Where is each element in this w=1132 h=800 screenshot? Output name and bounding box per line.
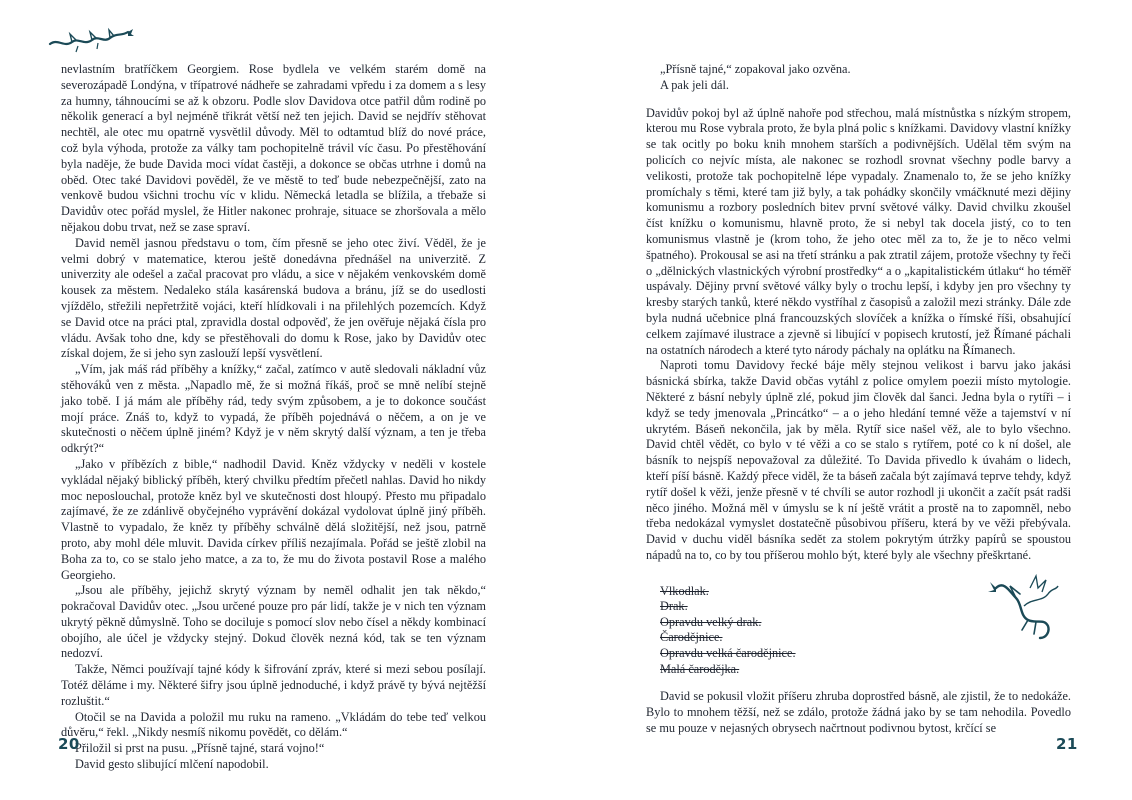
paragraph: David neměl jasnou představu o tom, čím přesně se jeho otec živí. Věděl, že je velmi dobrý v matematice, kterou ještě donedávna přednášel na univerzitě. Z univerzity ale odešel a začal pracovat pro vládu, a sice v nějakém venkovském domě kousek za městem. Nedaleko stála kasárenská budova a bránu, jíž se do usedlosti vjíždělo, střežili nepřetržitě vojáci, kteří hlídkovali i na přilehlých pozemcích. Když se David otce na práci ptal, zpravidla dostal odpověď, že jen ověřuje nějaká čísla pro vládu. Avšak toho dne, kdy se přestěhovali do domu k Rose, jako by Davidův otec získal dojem, že si jeho syn zaslouží lepší vysvětlení. [61, 235, 486, 361]
list-item: Vlkodlak. [660, 583, 709, 598]
paragraph: „Přísně tajné,“ zopakoval jako ozvěna. [660, 62, 851, 76]
paragraph: Naproti tomu Davidovy řecké báje měly stejnou velikost i barvu jako jakási básnická sbírka, takže David občas vytáhl z police omylem poezii místo mytologie. Některé z básní nebyly úplně zlé, pokud jim člověk dal šanci. Jedna byla o rytíři – i když se tedy jmenovala „Princátko“ – a o jeho hledání temné věže a tajemství v ní ukrytém. Báseň nekončila, jak by měla. Rytíř sice našel věž, ale to bylo všechno. David chtěl vědět, co bylo v té věži a co se stalo s rytířem, poté co k ní došel, ale básník to nejspíš nepovažoval za důležité. To Davida přivedlo k úvahám o lidech, kteří píší básně. Každý přece viděl, že ta báseň začala být zajímavá teprve tehdy, když rytíř došel k věži, jenže přesně v té chvíli se autor rozhodl ji ukončit a začít psát radši něco jiného. Možná měl v úmyslu se k ní ještě vrátit a prostě na to zapomněl, nebo třeba nedokázal vymyslet dostatečně působivou příšeru, která by ve věži přebývala. David v duchu viděl básníka sedět za stolem pokrytým útržky papírů se spoustou nápadů na to, co by tou příšerou mohlo být, které byly ale všechny přeškrtané. [646, 358, 1071, 562]
paragraph: nevlastním bratříčkem Georgiem. Rose bydlela ve velkém starém domě na severozápadě Londýna, v třípatrové nádheře se zahradami vpředu i za domem a s lesy za humny, táhnoucími se až k obzoru. Podle slov Davidova otce patřil dům rodině po několik generací a byl nejméně třikrát větší než ten jejich. David se nejdřív stěhovat nechtěl, ale otec mu opatrně vysvětlil důvody. Měl to odtamtud blíž do nové práce, což byla výhoda, protože za války tam pochopitelně trávil víc času. Po přestěhování byla naděje, že bude Davida moci vídat častěji, a dokonce se občas utrhne i domů na oběd. Otec také Davidovi pověděl, že ve městě to teď bude nebezpečnější, zato na venkově budou všichni trochu víc v klidu. Německá letadla se blížila, a třebaže si Davidův otec pořád myslel, že Hitler nakonec prohraje, situace se zhoršovala a mělo nějakou dobu trvat, než se zase spraví. [61, 62, 486, 234]
paragraph: David se pokusil vložit příšeru zhruba doprostřed básně, ale zjistil, že to nedokáže. Bylo to mnohem těžší, než se zdálo, protože žádná jako by se tam nehodila. Povedlo se mu pouze v nejasných obrysech načrtnout podivnou bytost, krčící se [646, 689, 1071, 735]
list-item: Drak. [660, 599, 688, 614]
paragraph: Davidův pokoj byl až úplně nahoře pod střechou, malá místnůstka s nízkým stropem, kterou mu Rose vybrala proto, že byla plná polic s knížkami. Davidovy vlastní knížky se tak ocitly po boku knih mnohem starších a podivnějších. Udělal těm svým na policích co nejvíc místa, ale nakonec se rozhodl srovnat všechny podle barvy a velikosti, protože tak pochopitelně lépe vypadaly. Znamenalo to, že se jeho knížky promíchaly s těmi, které tam již byly, a tak pohádky skončily vmáčknuté mezi dějiny komunismu a rozbory posledních bitev první světové války. David chvilku zkoušel číst knížku o komunismu, hlavně proto, že si nebyl tak docela jistý, co to ten komunismus vlastně je (krom toho, že jeho otec měl za to, že je to něco velmi špatného). Prokousal se asi na třetí stránku a pak ztratil zájem, protože všechny ty řeči o „dělnických vlastnických výrobní prostředky“ a o „kapitalistickém útlaku“ ho téměř uspávaly. Dějiny první světové války byly o trochu lepší, i kdyby jen pro všechny ty kresby starých tanků, které někdo vystříhal z časopisů a založil mezi stránky. Dále zde byla nudná učebnice plná francouzských slovíček a knížka o římské říši, obsahující celkem zajímavé ilustrace a zjevně si libující v popisech krutostí, jež Římané páchali na ostatních národech a které tyto národy páchaly na oplátku na Římanech. [646, 105, 1071, 357]
creature-icon [986, 568, 1060, 642]
list-item: Čarodějnice. [660, 630, 723, 645]
dragon-icon [48, 24, 134, 54]
paragraph: Takže, Němci používají tajné kódy k šifrování zpráv, které si mezi sebou posílají. Totéž děláme i my. Některé šifry jsou úplně jednoduché, i když právě ty bývá nejtěžší rozluštit.“ [61, 662, 486, 708]
paragraph: Přiložil si prst na pusu. „Přísně tajné, stará vojno!“ [75, 741, 325, 756]
paragraph: „Jako v příbězích z bible,“ nadhodil David. Kněz vždycky v neděli v kostele vykládal nějaký biblický příběh, který chvilku předtím přečetl nahlas. David ho nikdy moc neposlouchal, protože kněz byl ve skutečnosti dost hloupý. Přesto mu připadalo zajímavé, že ze zdánlivě obyčejného vyprávění dokázal vydolovat úplně jiný příběh. Vlastně to vypadalo, že kněz ty příběhy schválně dělá složitější, než jsou, patrně proto, aby mohl déle mluvit. Davida církev příliš nezajímala. Pořád se ještě zlobil na Boha za to, co se stalo jeho matce, a za to, že mu do života postavil Rose a malého Georgieho. [61, 456, 486, 582]
paragraph: „Jsou ale příběhy, jejichž skrytý význam by neměl odhalit jen tak někdo,“ pokračoval Davidův otec. „Jsou určené pouze pro pár lidí, takže je v nich ten význam ukrytý pěkně důmyslně. Toho se dociluje s pomocí slov nebo čísel a někdy kombinací obojího, ale účel je vždycky stejný. Dokud člověk nezná kód, tak se ten význam nedozví. [61, 583, 486, 661]
list-item: Malá čarodějka. [660, 661, 740, 676]
page-number: 21 [1056, 735, 1078, 753]
right-page [566, 0, 1132, 800]
paragraph: „Vím, jak máš rád příběhy a knížky,“ začal, zatímco v autě sledovali nákladní vůz stěhováků ven z města. „Napadlo mě, že si možná říkáš, proč se mně nelíbí stejně jako tobě. I já mám ale příběhy rád, tedy svým způsobem, a je to dokonce součást mojí práce. Znáš to, když to vypadá, že příběh pojednává o něčem, a on je ve skutečnosti o něčem úplně jiném? Když je v něm skrytý další význam, a ten je třeba odkrýt?“ [61, 362, 486, 456]
list-item: Opravdu velký drak. [660, 614, 762, 629]
paragraph: Otočil se na Davida a položil mu ruku na rameno. „Vkládám do tebe teď velkou důvěru,“ řekl. „Nikdy nesmíš nikomu povědět, co dělám.“ [61, 709, 486, 740]
left-body-text [61, 62, 486, 773]
page-number: 20 [58, 735, 80, 753]
paragraph: A pak jeli dál. [660, 77, 729, 92]
paragraph: David gesto slibující mlčení napodobil. [75, 757, 269, 772]
list-item: Opravdu velká čarodějnice. [660, 646, 796, 661]
